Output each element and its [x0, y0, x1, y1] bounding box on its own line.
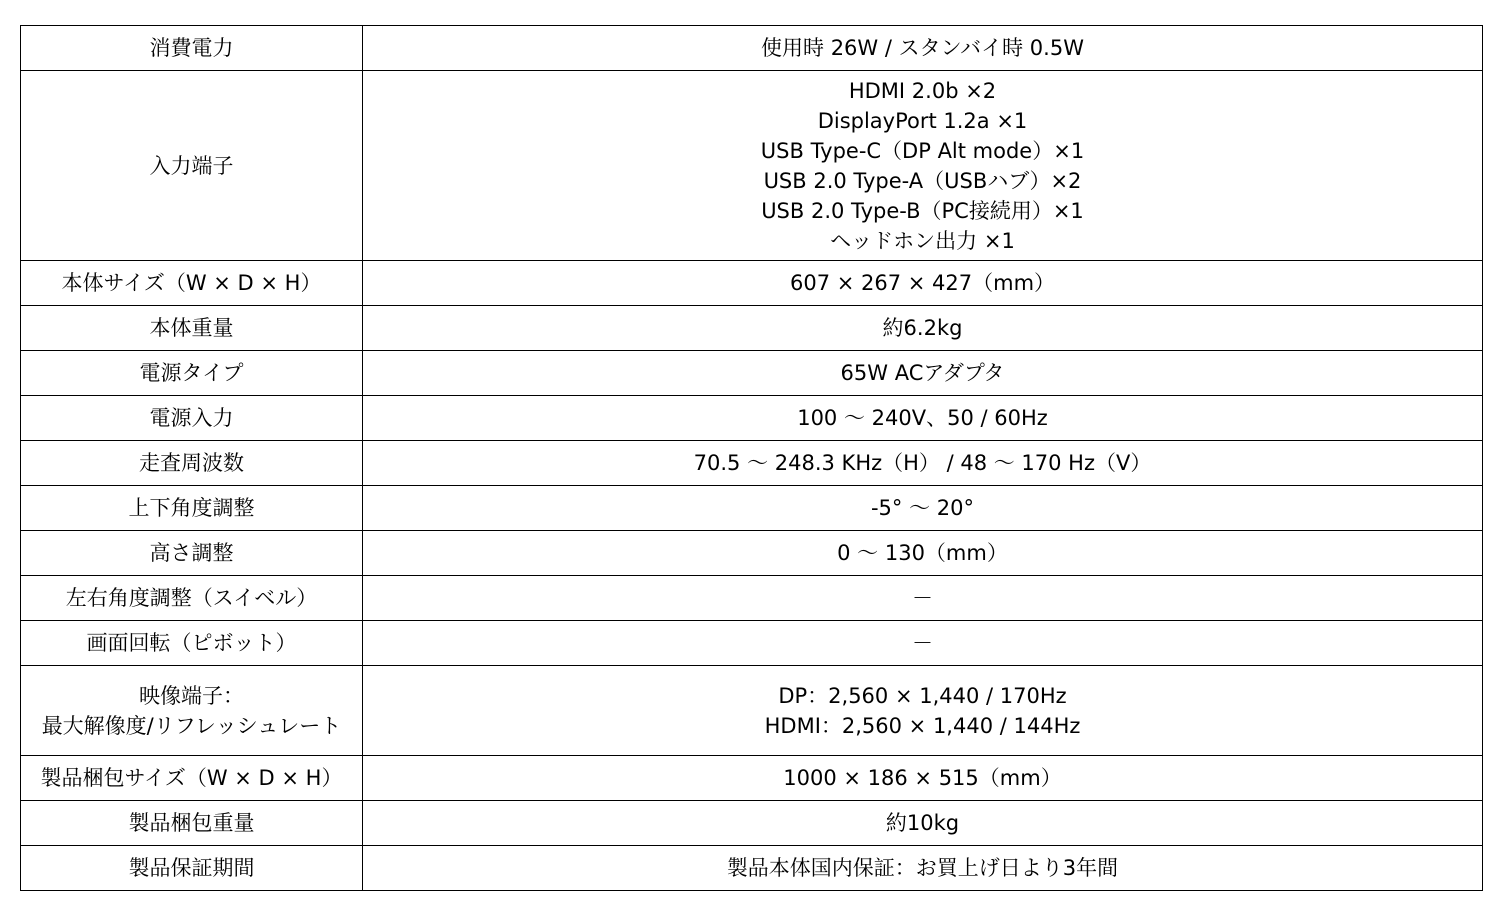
table-row: [21, 396, 1483, 441]
spec-value: 0 ～ 130（mm）: [363, 531, 1483, 576]
spec-label: 製品梱包サイズ（W × D × H）: [21, 756, 363, 801]
spec-label: 高さ調整: [21, 531, 363, 576]
spec-table: [20, 25, 1483, 891]
spec-label: 製品梱包重量: [21, 801, 363, 846]
spec-value: 1000 × 186 × 515（mm）: [363, 756, 1483, 801]
spec-label: 画面回転（ピボット）: [21, 621, 363, 666]
table-row: [21, 531, 1483, 576]
table-row: [21, 486, 1483, 531]
spec-value: －: [363, 576, 1483, 621]
spec-value: DP：2,560 × 1,440 / 170Hz HDMI：2,560 × 1,440 / 144Hz: [363, 666, 1483, 756]
spec-value: HDMI 2.0b ×2 DisplayPort 1.2a ×1 USB Type-C（DP Alt mode）×1 USB 2.0 Type-A（USBハブ）×2 USB 2.0 Type-B（PC接続用）×1 ヘッドホン出力 ×1: [363, 71, 1483, 261]
spec-label: 消費電力: [21, 26, 363, 71]
spec-value: 約10kg: [363, 801, 1483, 846]
spec-value: 65W ACアダプタ: [363, 351, 1483, 396]
table-row: [21, 756, 1483, 801]
table-row: [21, 261, 1483, 306]
table-row: [21, 351, 1483, 396]
spec-label: 本体重量: [21, 306, 363, 351]
spec-label: 製品保証期間: [21, 846, 363, 891]
table-row: [21, 71, 1483, 261]
table-row: [21, 26, 1483, 71]
spec-label: 本体サイズ（W × D × H）: [21, 261, 363, 306]
spec-value: 70.5 ～ 248.3 KHz（H） / 48 ～ 170 Hz（V）: [363, 441, 1483, 486]
spec-value: -5° ～ 20°: [363, 486, 1483, 531]
spec-label: 電源タイプ: [21, 351, 363, 396]
spec-value: 607 × 267 × 427（mm）: [363, 261, 1483, 306]
spec-label: 入力端子: [21, 71, 363, 261]
spec-value: 製品本体国内保証：お買上げ日より3年間: [363, 846, 1483, 891]
spec-label: 上下角度調整: [21, 486, 363, 531]
spec-label: 左右角度調整（スイベル）: [21, 576, 363, 621]
spec-value: －: [363, 621, 1483, 666]
table-row: [21, 846, 1483, 891]
spec-label: 電源入力: [21, 396, 363, 441]
spec-label: 走査周波数: [21, 441, 363, 486]
spec-value: 100 ～ 240V、50 / 60Hz: [363, 396, 1483, 441]
spec-value: 約6.2kg: [363, 306, 1483, 351]
table-row: [21, 801, 1483, 846]
table-row: [21, 621, 1483, 666]
table-row: [21, 306, 1483, 351]
spec-value: 使用時 26W / スタンバイ時 0.5W: [363, 26, 1483, 71]
table-row: [21, 441, 1483, 486]
spec-label: 映像端子： 最大解像度/リフレッシュレート: [21, 666, 363, 756]
table-row: [21, 666, 1483, 756]
table-row: [21, 576, 1483, 621]
